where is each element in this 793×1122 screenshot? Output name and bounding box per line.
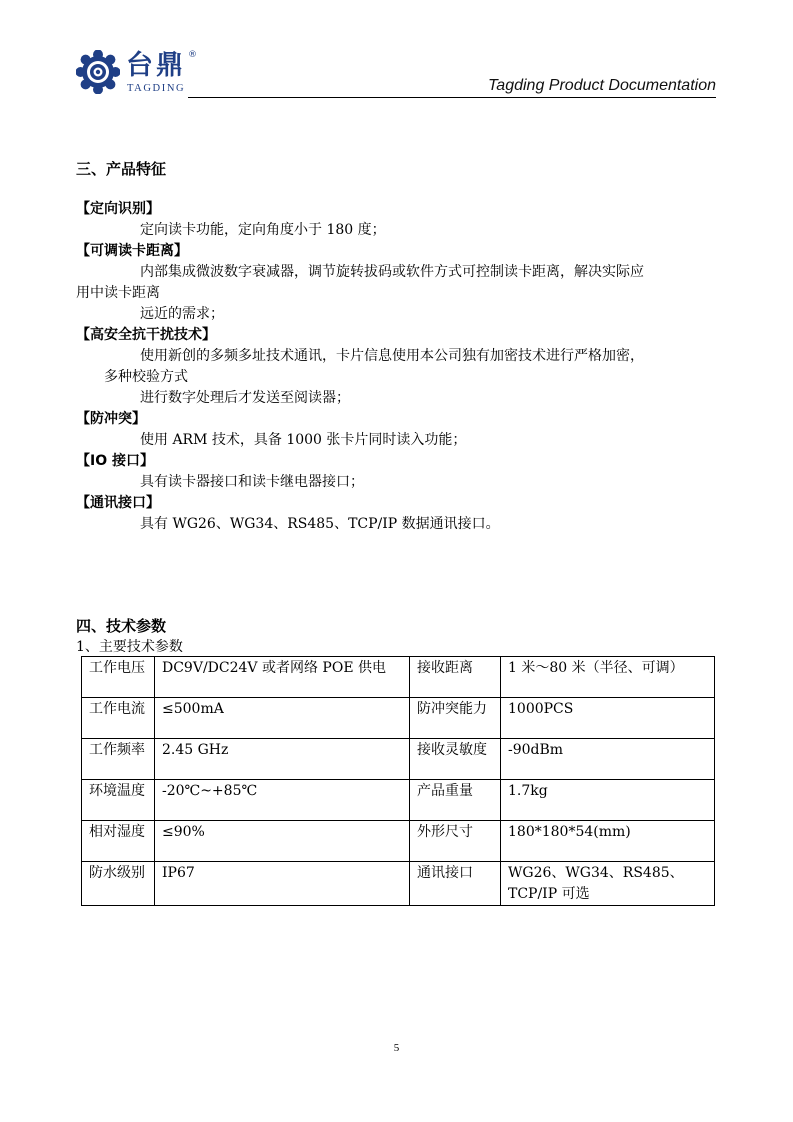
feature-label: 【防冲突】 <box>76 411 146 427</box>
param-value: 180*180*54(mm) <box>501 821 715 862</box>
feature-label: 【IO 接口】 <box>76 453 154 469</box>
param-name: 工作电压 <box>82 657 155 698</box>
logo-chinese-name: 台鼎 <box>126 50 186 81</box>
param-value: -20℃~+85℃ <box>155 780 410 821</box>
param-name: 环境温度 <box>82 780 155 821</box>
param-value: ≤500mA <box>155 698 410 739</box>
param-value: IP67 <box>155 862 410 906</box>
feature-list <box>76 199 716 535</box>
feature-anti-collision <box>76 409 716 451</box>
table-row <box>82 739 715 780</box>
param-name: 接收灵敏度 <box>410 739 501 780</box>
param-value: DC9V/DC24V 或者网络 POE 供电 <box>155 657 410 698</box>
logo-english-name: TAGDING <box>127 83 186 94</box>
param-name: 相对湿度 <box>82 821 155 862</box>
tech-params-table <box>81 656 715 906</box>
feature-text: 内部集成微波数字衰减器，调节旋转拔码或软件方式可控制读卡距离，解决实际应 <box>140 264 644 280</box>
page-header <box>76 46 716 100</box>
feature-io-interface <box>76 451 716 493</box>
feature-label: 【可调读卡距离】 <box>76 243 188 259</box>
page-number: 5 <box>393 1042 400 1054</box>
feature-communication <box>76 493 716 535</box>
param-name: 产品重量 <box>410 780 501 821</box>
param-value: -90dBm <box>501 739 715 780</box>
param-name: 防水级别 <box>82 862 155 906</box>
feature-text: 远近的需求； <box>140 306 224 322</box>
feature-label: 【通讯接口】 <box>76 495 160 511</box>
param-value: 2.45 GHz <box>155 739 410 780</box>
param-name: 通讯接口 <box>410 862 501 906</box>
table-row <box>82 780 715 821</box>
param-value: WG26、WG34、RS485、TCP/IP 可选 <box>501 862 715 906</box>
tagding-logo-icon <box>76 50 120 94</box>
table-row <box>82 862 715 906</box>
table-row <box>82 698 715 739</box>
feature-anti-interference <box>76 325 716 409</box>
feature-text: 具有 WG26、WG34、RS485、TCP/IP 数据通讯接口。 <box>140 516 500 532</box>
feature-adjustable-distance <box>76 241 716 325</box>
feature-text: 进行数字处理后才发送至阅读器； <box>140 390 350 406</box>
table-row <box>82 657 715 698</box>
feature-text: 使用新创的多频多址技术通讯，卡片信息使用本公司独有加密技术进行严格加密， <box>140 348 644 364</box>
feature-text: 定向读卡功能，定向角度小于 180 度； <box>140 222 386 238</box>
section-3-title: 三、产品特征 <box>76 160 167 178</box>
feature-directional <box>76 199 716 241</box>
registered-mark: ® <box>188 50 197 60</box>
document-title: Tagding Product Documentation <box>488 77 716 94</box>
param-name: 接收距离 <box>410 657 501 698</box>
feature-label: 【定向识别】 <box>76 201 160 217</box>
header-divider <box>188 97 716 98</box>
feature-text: 多种校验方式 <box>104 369 188 385</box>
feature-text: 使用 ARM 技术，具备 1000 张卡片同时读入功能； <box>140 432 467 448</box>
params-subtitle: 1、主要技术参数 <box>76 639 183 655</box>
param-value: 1 米～80 米（半径、可调） <box>501 657 715 698</box>
feature-text: 用中读卡距离 <box>76 285 160 301</box>
param-name: 防冲突能力 <box>410 698 501 739</box>
section-4-title: 四、技术参数 <box>76 617 167 635</box>
param-name: 工作频率 <box>82 739 155 780</box>
param-value: 1.7kg <box>501 780 715 821</box>
param-name: 外形尺寸 <box>410 821 501 862</box>
param-value: ≤90% <box>155 821 410 862</box>
feature-text: 具有读卡器接口和读卡继电器接口； <box>140 474 364 490</box>
param-name: 工作电流 <box>82 698 155 739</box>
feature-label: 【高安全抗干扰技术】 <box>76 327 216 343</box>
table-row <box>82 821 715 862</box>
param-value: 1000PCS <box>501 698 715 739</box>
